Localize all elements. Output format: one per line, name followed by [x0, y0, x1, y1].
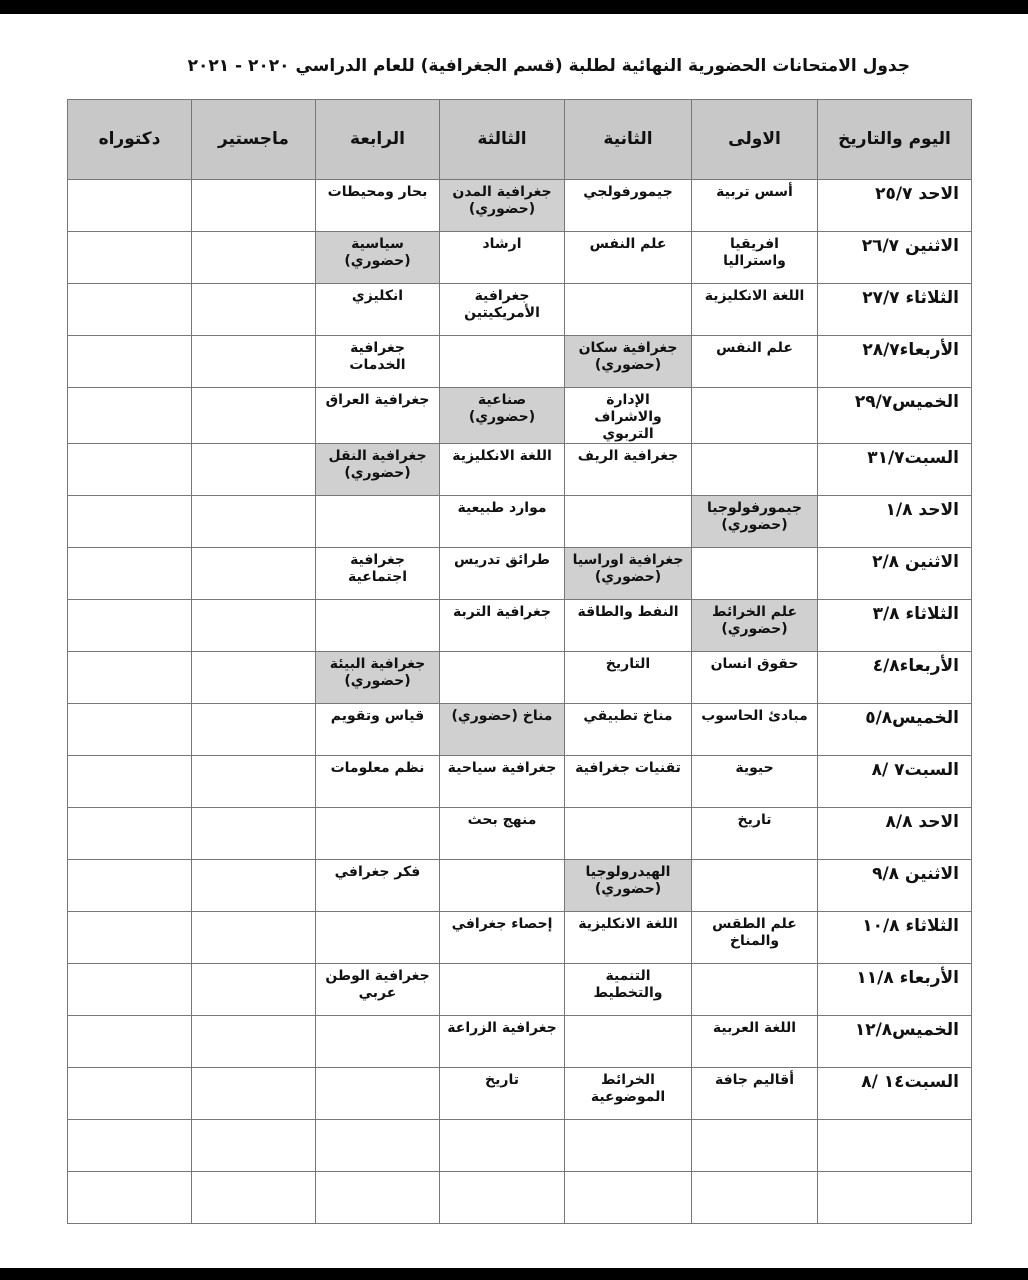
exam-cell: تاريخ: [440, 1068, 565, 1120]
day-date-cell: السبت٣١/٧: [818, 444, 972, 496]
table-row: [68, 388, 972, 444]
exam-cell: انكليزي: [316, 284, 440, 336]
day-date-cell: الاثنين ٩/٨: [818, 860, 972, 912]
exam-cell: [68, 284, 192, 336]
exam-cell: [68, 808, 192, 860]
exam-cell: [68, 964, 192, 1016]
bottom-border-bar: [0, 1268, 1028, 1280]
exam-cell: اللغة العربية: [692, 1016, 818, 1068]
day-date-cell: الثلاثاء ٢٧/٧: [818, 284, 972, 336]
exam-cell: جغرافية الخدمات: [316, 336, 440, 388]
exam-cell: حقوق انسان: [692, 652, 818, 704]
exam-cell: [565, 1120, 692, 1172]
table-row: [68, 912, 972, 964]
exam-cell: علم الخرائط (حضوري): [692, 600, 818, 652]
table-row: [68, 860, 972, 912]
exam-cell: [68, 756, 192, 808]
exam-cell: [192, 284, 316, 336]
exam-cell: جغرافية النقل (حضوري): [316, 444, 440, 496]
exam-cell: [192, 912, 316, 964]
exam-cell: جغرافية الزراعة: [440, 1016, 565, 1068]
table-row: [68, 1120, 972, 1172]
exam-cell: [192, 964, 316, 1016]
exam-cell: [192, 496, 316, 548]
exam-cell: النفط والطاقة: [565, 600, 692, 652]
exam-cell: أسس تربية: [692, 180, 818, 232]
exam-cell: جغرافية العراق: [316, 388, 440, 444]
exam-cell: [192, 1016, 316, 1068]
exam-cell: [68, 600, 192, 652]
table-row: [68, 336, 972, 388]
day-date-cell: الثلاثاء ٣/٨: [818, 600, 972, 652]
exam-cell: [192, 336, 316, 388]
table-row: [68, 1016, 972, 1068]
exam-cell: الهيدرولوجيا (حضوري): [565, 860, 692, 912]
exam-cell: [192, 388, 316, 444]
top-border-bar: [0, 0, 1028, 14]
exam-cell: [316, 1120, 440, 1172]
exam-cell: فكر جغرافي: [316, 860, 440, 912]
exam-cell: حيوية: [692, 756, 818, 808]
exam-cell: [68, 336, 192, 388]
exam-cell: [692, 444, 818, 496]
exam-cell: [316, 600, 440, 652]
exam-cell: [565, 1016, 692, 1068]
exam-cell: [316, 1172, 440, 1224]
exam-cell: [440, 1120, 565, 1172]
table-row: [68, 444, 972, 496]
exam-cell: التنمية والتخطيط: [565, 964, 692, 1016]
day-date-cell: الخميس١٢/٨: [818, 1016, 972, 1068]
exam-cell: [692, 1172, 818, 1224]
day-date-cell: الأربعاء٤/٨: [818, 652, 972, 704]
exam-cell: [192, 652, 316, 704]
exam-cell: [565, 496, 692, 548]
exam-cell: الخرائط الموضوعية: [565, 1068, 692, 1120]
table-row: [68, 808, 972, 860]
exam-cell: [440, 1172, 565, 1224]
exam-cell: مناخ تطبيقي: [565, 704, 692, 756]
table-row: [68, 704, 972, 756]
day-date-cell: الخميس٢٩/٧: [818, 388, 972, 444]
exam-cell: [68, 912, 192, 964]
exam-cell: [316, 1068, 440, 1120]
header-fourth-year: الرابعة: [316, 100, 440, 180]
table-row: [68, 600, 972, 652]
exam-cell: جغرافية الريف: [565, 444, 692, 496]
exam-cell: [192, 1172, 316, 1224]
exam-cell: [316, 912, 440, 964]
exam-cell: الإدارة والاشراف التربوي: [565, 388, 692, 444]
exam-cell: [192, 1068, 316, 1120]
exam-cell: جغرافية الوطن عربي: [316, 964, 440, 1016]
exam-cell: [68, 704, 192, 756]
table-body: [68, 180, 972, 1224]
exam-cell: موارد طبيعية: [440, 496, 565, 548]
day-date-cell: الاحد ٢٥/٧: [818, 180, 972, 232]
exam-schedule-table: [67, 99, 972, 1224]
day-date-cell: الاحد ١/٨: [818, 496, 972, 548]
day-date-cell: الاثنين ٢/٨: [818, 548, 972, 600]
exam-cell: اللغة الانكليزية: [565, 912, 692, 964]
exam-cell: [68, 232, 192, 284]
exam-cell: [692, 388, 818, 444]
day-date-cell: السبت٧ /٨: [818, 756, 972, 808]
exam-cell: اللغة الانكليزية: [692, 284, 818, 336]
table-row: [68, 756, 972, 808]
exam-cell: جغرافية اجتماعية: [316, 548, 440, 600]
exam-cell: [68, 444, 192, 496]
table-row: [68, 652, 972, 704]
exam-cell: [68, 1016, 192, 1068]
exam-cell: افريقيا واستراليا: [692, 232, 818, 284]
exam-cell: جيمورفولجي: [565, 180, 692, 232]
day-date-cell: الأربعاء٢٨/٧: [818, 336, 972, 388]
exam-cell: [316, 808, 440, 860]
exam-cell: [68, 180, 192, 232]
exam-cell: [692, 1120, 818, 1172]
exam-cell: علم النفس: [692, 336, 818, 388]
exam-cell: جيمورفولوجيا (حضوري): [692, 496, 818, 548]
exam-cell: [68, 1172, 192, 1224]
exam-cell: سياسية (حضوري): [316, 232, 440, 284]
exam-cell: قياس وتقويم: [316, 704, 440, 756]
day-date-cell: الاحد ٨/٨: [818, 808, 972, 860]
table-row: [68, 1172, 972, 1224]
day-date-cell: السبت١٤ /٨: [818, 1068, 972, 1120]
exam-cell: [68, 652, 192, 704]
day-date-cell: الاثنين ٢٦/٧: [818, 232, 972, 284]
exam-cell: [192, 1120, 316, 1172]
exam-cell: مناخ (حضوري): [440, 704, 565, 756]
exam-cell: [68, 548, 192, 600]
table-header-row: [68, 100, 972, 180]
exam-cell: تاريخ: [692, 808, 818, 860]
exam-cell: إحصاء جغرافي: [440, 912, 565, 964]
day-date-cell: الخميس٥/٨: [818, 704, 972, 756]
exam-cell: [316, 496, 440, 548]
exam-cell: [68, 1068, 192, 1120]
exam-cell: بحار ومحيطات: [316, 180, 440, 232]
exam-cell: [192, 444, 316, 496]
exam-cell: [192, 756, 316, 808]
exam-cell: علم النفس: [565, 232, 692, 284]
exam-cell: جغرافية سكان (حضوري): [565, 336, 692, 388]
exam-cell: نظم معلومات: [316, 756, 440, 808]
table-row: [68, 548, 972, 600]
day-date-cell: الثلاثاء ١٠/٨: [818, 912, 972, 964]
header-second-year: الثانية: [565, 100, 692, 180]
exam-cell: [192, 704, 316, 756]
exam-cell: التاريخ: [565, 652, 692, 704]
page-title: جدول الامتحانات الحضورية النهائية لطلبة (قسم الجغرافية) للعام الدراسي ٢٠٢٠ - ٢٠٢١: [187, 56, 910, 76]
exam-cell: [565, 1172, 692, 1224]
exam-cell: تقنيات جغرافية: [565, 756, 692, 808]
exam-cell: [68, 860, 192, 912]
exam-cell: [440, 860, 565, 912]
exam-cell: [565, 284, 692, 336]
exam-cell: طرائق تدريس: [440, 548, 565, 600]
header-day-date: اليوم والتاريخ: [818, 100, 972, 180]
table-row: [68, 232, 972, 284]
table-row: [68, 496, 972, 548]
header-phd: دكتوراه: [68, 100, 192, 180]
exam-cell: [192, 232, 316, 284]
day-date-cell: [818, 1120, 972, 1172]
exam-cell: [192, 180, 316, 232]
exam-cell: [68, 1120, 192, 1172]
exam-cell: أقاليم جافة: [692, 1068, 818, 1120]
exam-cell: [440, 336, 565, 388]
exam-cell: [68, 388, 192, 444]
header-third-year: الثالثة: [440, 100, 565, 180]
exam-cell: [316, 1016, 440, 1068]
table-row: [68, 284, 972, 336]
exam-cell: [192, 860, 316, 912]
exam-cell: صناعية (حضوري): [440, 388, 565, 444]
exam-cell: علم الطقس والمناخ: [692, 912, 818, 964]
exam-cell: ارشاد: [440, 232, 565, 284]
exam-cell: جغرافية التربة: [440, 600, 565, 652]
exam-cell: [192, 600, 316, 652]
exam-cell: [68, 496, 192, 548]
table-row: [68, 964, 972, 1016]
exam-cell: [565, 808, 692, 860]
day-date-cell: [818, 1172, 972, 1224]
exam-cell: [192, 808, 316, 860]
day-date-cell: الأربعاء ١١/٨: [818, 964, 972, 1016]
header-first-year: الاولى: [692, 100, 818, 180]
exam-cell: مبادئ الحاسوب: [692, 704, 818, 756]
exam-cell: جغرافية سياحية: [440, 756, 565, 808]
exam-cell: [692, 548, 818, 600]
exam-cell: منهج بحث: [440, 808, 565, 860]
exam-cell: جغرافية المدن (حضوري): [440, 180, 565, 232]
exam-cell: [692, 860, 818, 912]
exam-cell: [440, 652, 565, 704]
table-row: [68, 180, 972, 232]
exam-cell: جغرافية اوراسيا (حضوري): [565, 548, 692, 600]
exam-cell: [440, 964, 565, 1016]
exam-cell: [692, 964, 818, 1016]
exam-cell: [192, 548, 316, 600]
exam-cell: جغرافية الأمريكيتين: [440, 284, 565, 336]
header-masters: ماجستير: [192, 100, 316, 180]
exam-cell: اللغة الانكليزية: [440, 444, 565, 496]
table-row: [68, 1068, 972, 1120]
exam-cell: جغرافية البيئة (حضوري): [316, 652, 440, 704]
